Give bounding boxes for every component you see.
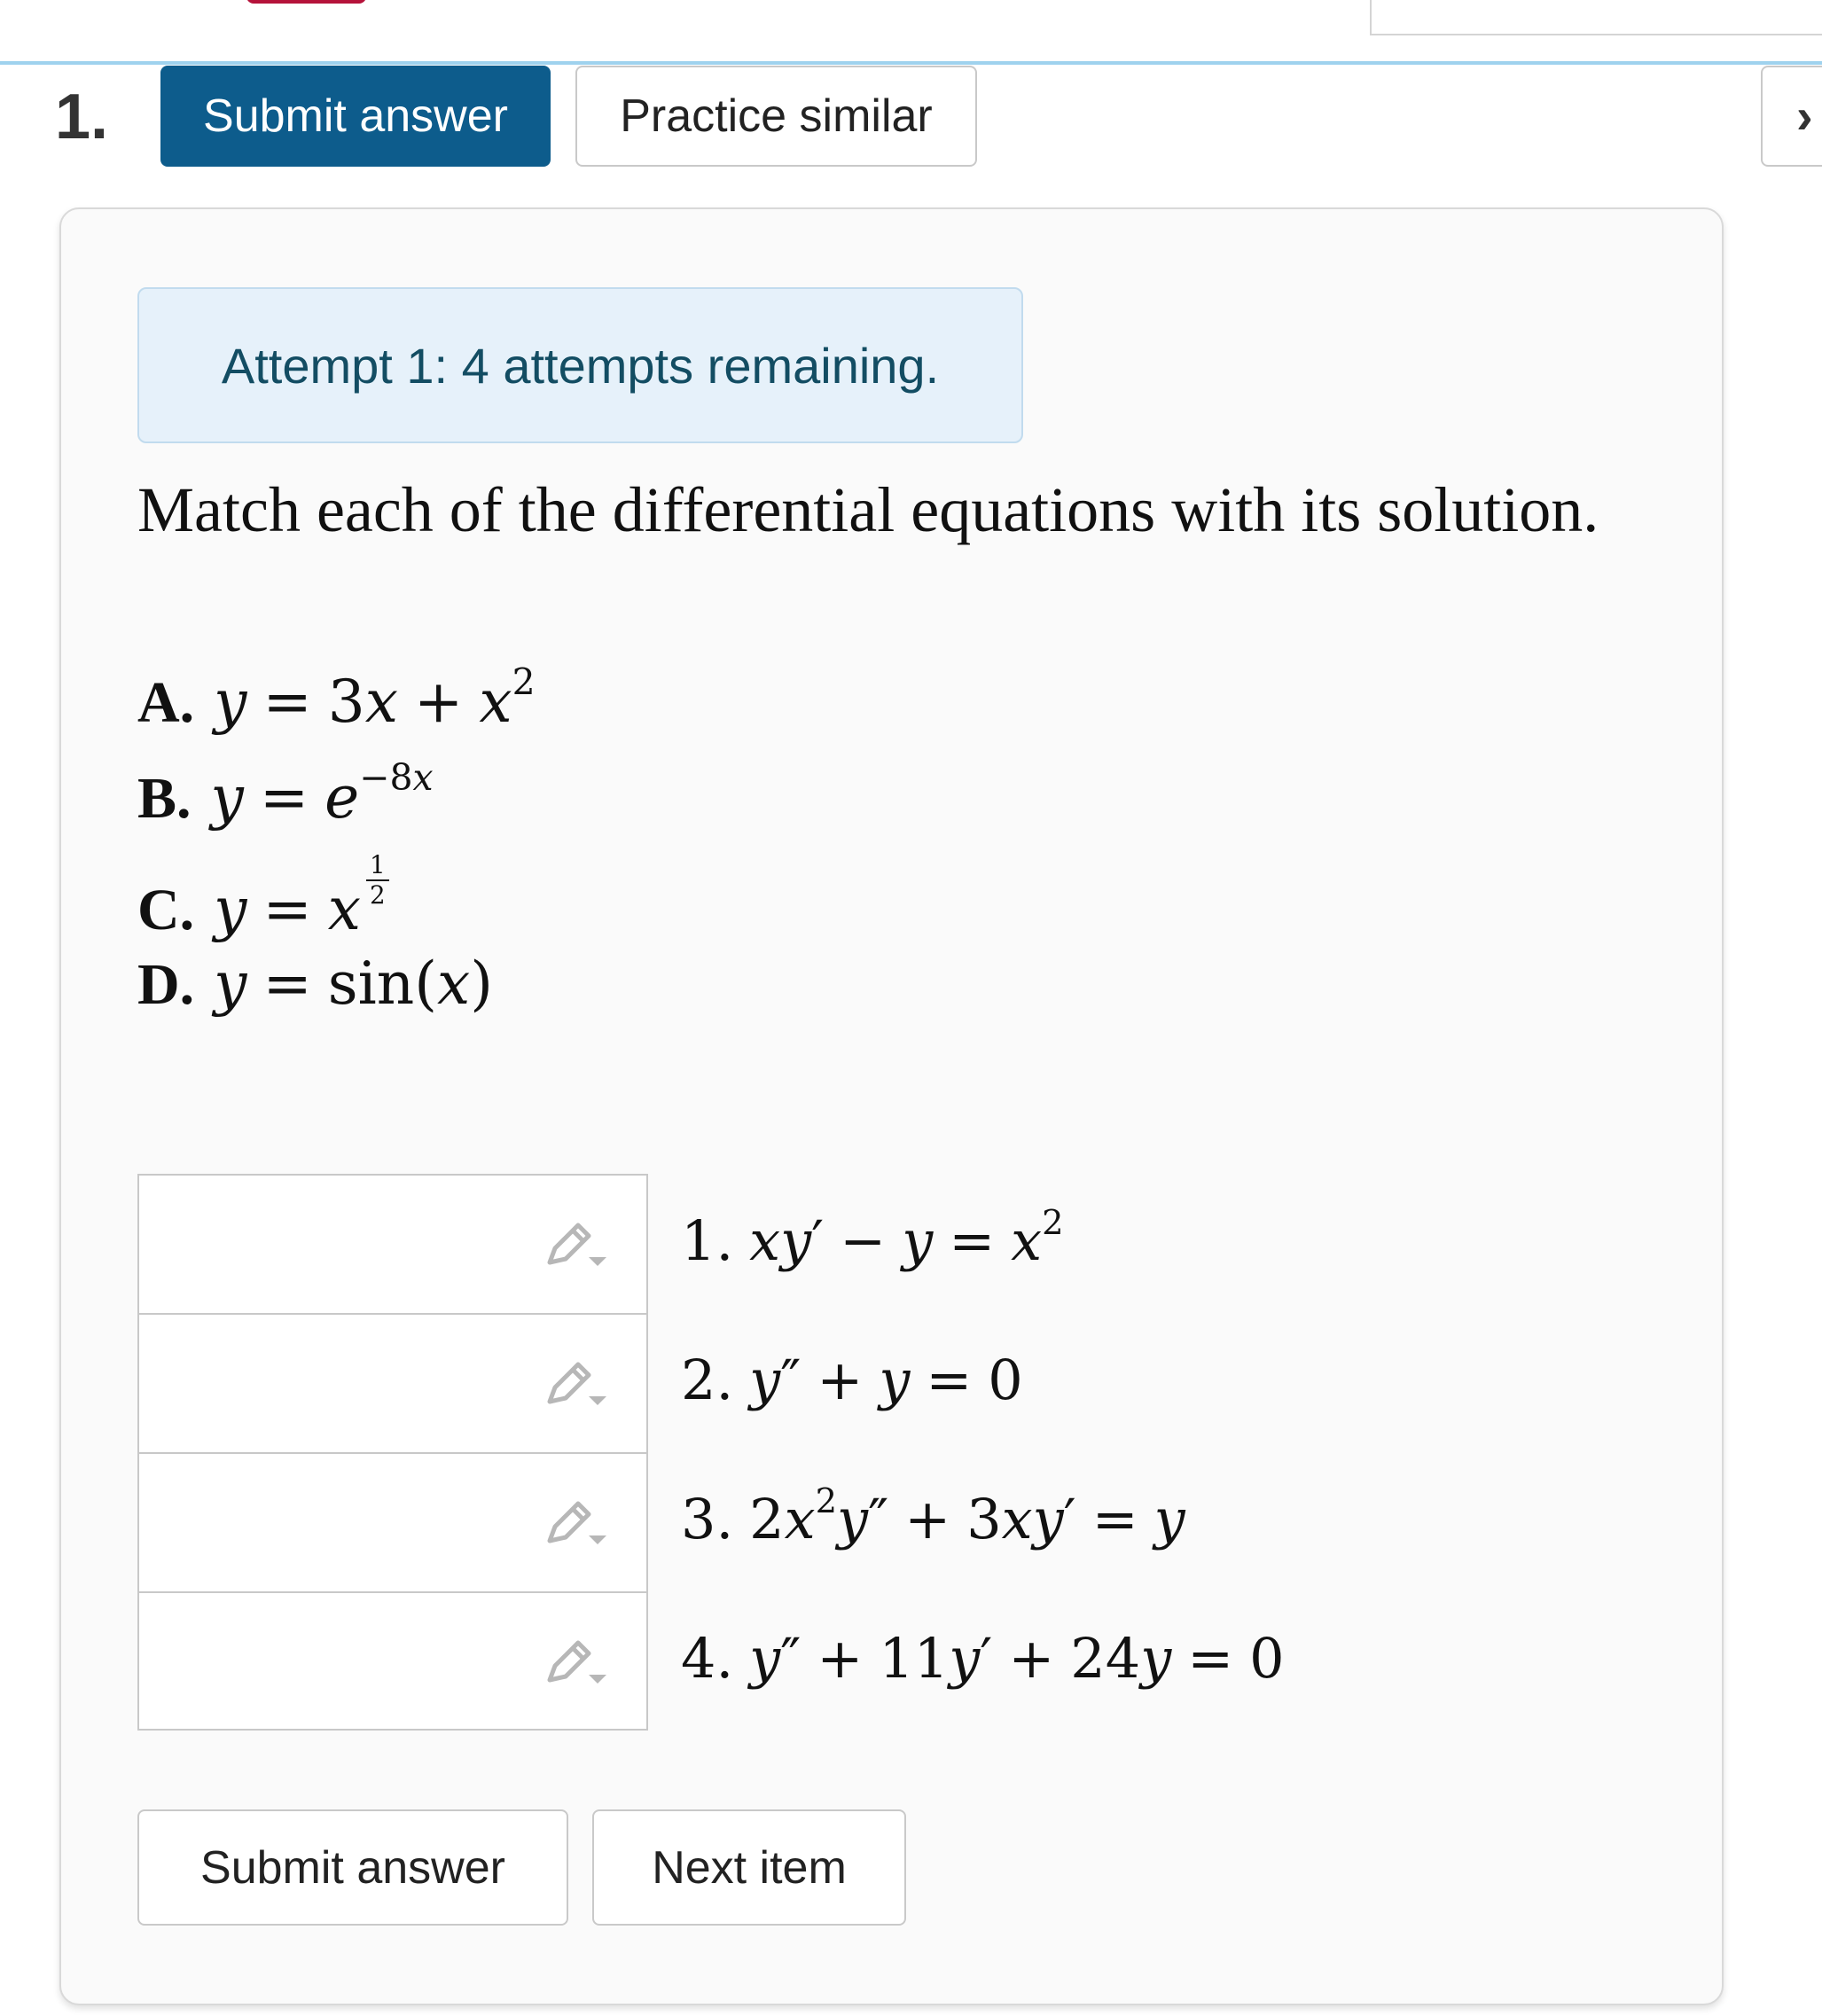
- header-divider: [0, 61, 1822, 65]
- solution-b: B. $y = e^{-8x}$: [137, 756, 434, 832]
- solution-label: B.: [137, 766, 192, 831]
- pencil-dropdown-icon: [543, 1496, 614, 1550]
- question-prompt: Match each of the differential equations with its solution.: [137, 474, 1599, 545]
- equation-number: 4.: [681, 1626, 734, 1691]
- question-number: 1.: [55, 82, 109, 152]
- equation-number: 1.: [681, 1208, 734, 1273]
- pencil-dropdown-icon: [543, 1218, 614, 1271]
- solution-label: D.: [137, 952, 195, 1017]
- submit-answer-button-bottom[interactable]: Submit answer: [137, 1809, 568, 1926]
- next-question-arrow-button[interactable]: [1761, 66, 1822, 167]
- equation-1: 1. $xy' - y = x^2$: [681, 1203, 1064, 1273]
- pencil-dropdown-icon: [543, 1357, 614, 1410]
- equation-number: 2.: [681, 1348, 734, 1412]
- attempts-text: Attempt 1: 4 attempts remaining.: [221, 337, 940, 394]
- top-search-box[interactable]: [1370, 0, 1822, 35]
- equation-3: 3. $2x^2y'' + 3xy' = y$: [681, 1481, 1185, 1551]
- top-accent-tab[interactable]: [246, 0, 366, 4]
- equation-4: 4. y″ + 11y′ + 24y = 0: [681, 1626, 1285, 1691]
- equation-2: 2. y″ + y = 0: [681, 1348, 1023, 1412]
- submit-answer-button-top[interactable]: Submit answer: [160, 66, 551, 167]
- answer-dropdown-4[interactable]: [139, 1593, 646, 1731]
- solution-c: C. y = x $\frac{1}{2}$: [137, 853, 389, 946]
- equation-number: 3.: [681, 1487, 734, 1551]
- answer-dropdown-2[interactable]: [139, 1315, 646, 1454]
- solution-d: D. y = sin(x): [137, 949, 493, 1018]
- solution-label: C.: [137, 877, 195, 942]
- solution-a: A. $y = 3x + x^2$: [137, 660, 536, 736]
- solution-label: A.: [137, 670, 195, 735]
- next-item-button[interactable]: Next item: [592, 1809, 906, 1926]
- pencil-dropdown-icon: [543, 1636, 614, 1689]
- chevron-right-icon: ›: [1796, 88, 1813, 144]
- practice-similar-button[interactable]: Practice similar: [575, 66, 977, 167]
- answer-table: [137, 1174, 648, 1731]
- answer-dropdown-3[interactable]: [139, 1454, 646, 1593]
- attempts-alert: [137, 287, 1023, 443]
- answer-dropdown-1[interactable]: [139, 1176, 646, 1315]
